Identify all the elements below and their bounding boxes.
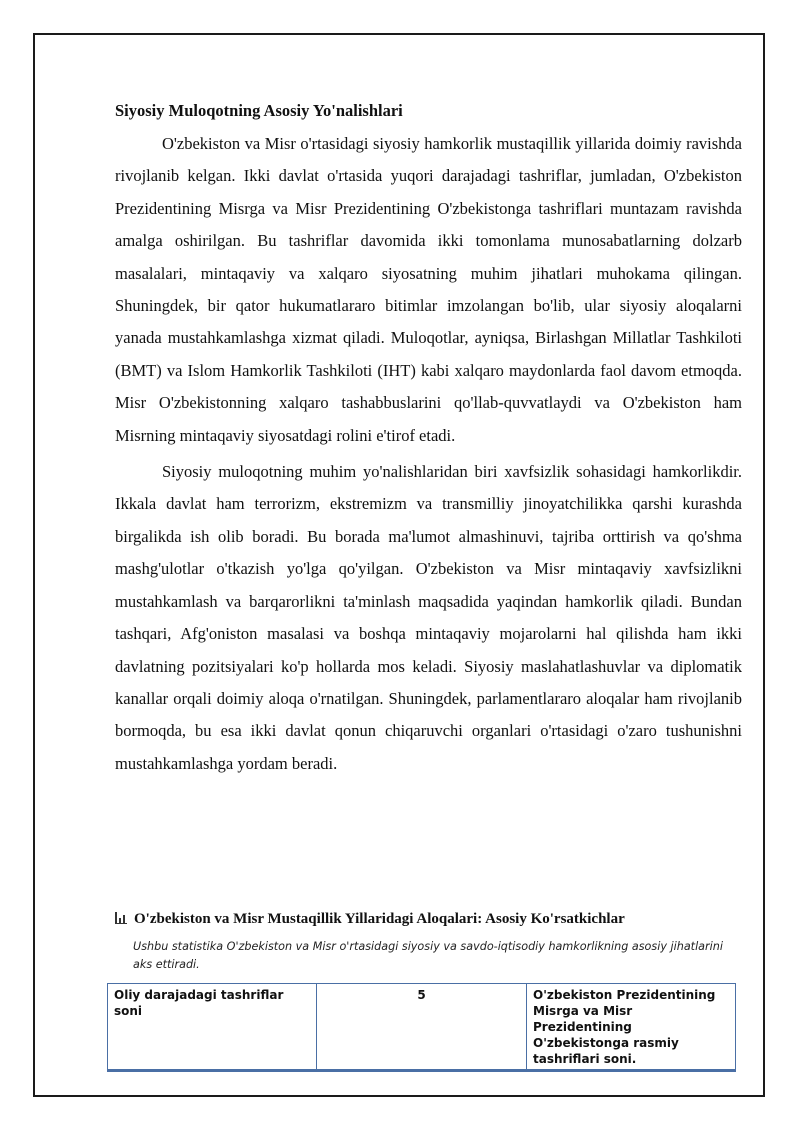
paragraph: Siyosiy muloqotning muhim yo'nalishlaridan biri xavfsizlik sohasidagi hamkorlikdir. Ikkala davlat ham terrorizm, ekstremizm va transmilliy jinoyatchilikka qarshi kurashda birgalikda ish olib boradi. Bu borada ma'lumot almashinuvi, tajriba orttirish va qo'shma mashg'ulotlar o'tkazish yo'lga qo'yilgan. O'zbekiston va Misr mintaqaviy xavfsizlikni mustahkamlash va barqarorlikni ta'minlash maqsadida yaqindan hamkorlik qiladi. Bundan tashqari, Afg'oniston masalasi va boshqa mintaqaviy mojarolarni hal qilishda ham ikki davlatning pozitsiyalari ko'p hollarda mos keladi. Siyosiy maslahatlashuvlar va diplomatik kanallar orqali doimiy aloqa o'rnatilgan. Shuningdek, parlamentlararo aloqalar ham rivojlanib bormoqda, bu esa ikki davlat qonun chiqaruvchi organlari o'rtasidagi o'zaro tushunishni mustahkamlashga yordam beradi. [115,462,742,773]
statistics-description: Ushbu statistika O'zbekiston va Misr o'rtasidagi siyosiy va savdo-iqtisodiy hamkorlikning asosiy jihatlarini aks ettiradi. [133,940,723,971]
statistics-title-text: O'zbekiston va Misr Mustaqillik Yillaridagi Aloqalari: Asosiy Ko'rsatkichlar [134,911,625,927]
document-body [115,97,742,784]
table-row [108,984,736,1071]
paragraph: O'zbekiston va Misr o'rtasidagi siyosiy hamkorlik mustaqillik yillarida doimiy ravishda rivojlanib kelgan. Ikki davlat o'rtasida yuqori darajadagi tashriflar, jumladan, O'zbekiston Prezidentining Misrga va Misr Prezidentining O'zbekistonga tashriflari muntazam ravishda amalga oshirilgan. Bu tashriflar davomida ikki tomonlama munosabatlarning dolzarb masalalari, mintaqaviy va xalqaro siyosatning muhim jihatlari muhokama qilingan. Shuningdek, bir qator hukumatlararo bitimlar imzolangan bo'lib, ular siyosiy aloqalarni yanada mustahkamlashga xizmat qiladi. Muloqotlar, ayniqsa, Birlashgan Millatlar Tashkiloti (BMT) va Islom Hamkorlik Tashkiloti (IHT) kabi xalqaro maydonlarda faol davom etmoqda. Misr O'zbekistonning xalqaro tashabbuslarini qo'llab-quvvatlaydi va O'zbekiston ham Misrning mintaqaviy siyosatdagi rolini e'tirof etadi. [115,134,742,445]
statistics-title [115,908,755,930]
statistics-table [107,983,736,1072]
value-cell: 5 [317,984,527,1071]
section-heading: Siyosiy Muloqotning Asosiy Yo'nalishlari [115,101,403,120]
indicator-cell: Oliy darajadagi tashriflar soni [108,984,317,1071]
note-cell: O'zbekiston Prezidentining Misrga va Misr Prezidentining O'zbekistonga rasmiy tashriflari soni. [527,984,736,1071]
bar-chart-icon [115,912,127,924]
